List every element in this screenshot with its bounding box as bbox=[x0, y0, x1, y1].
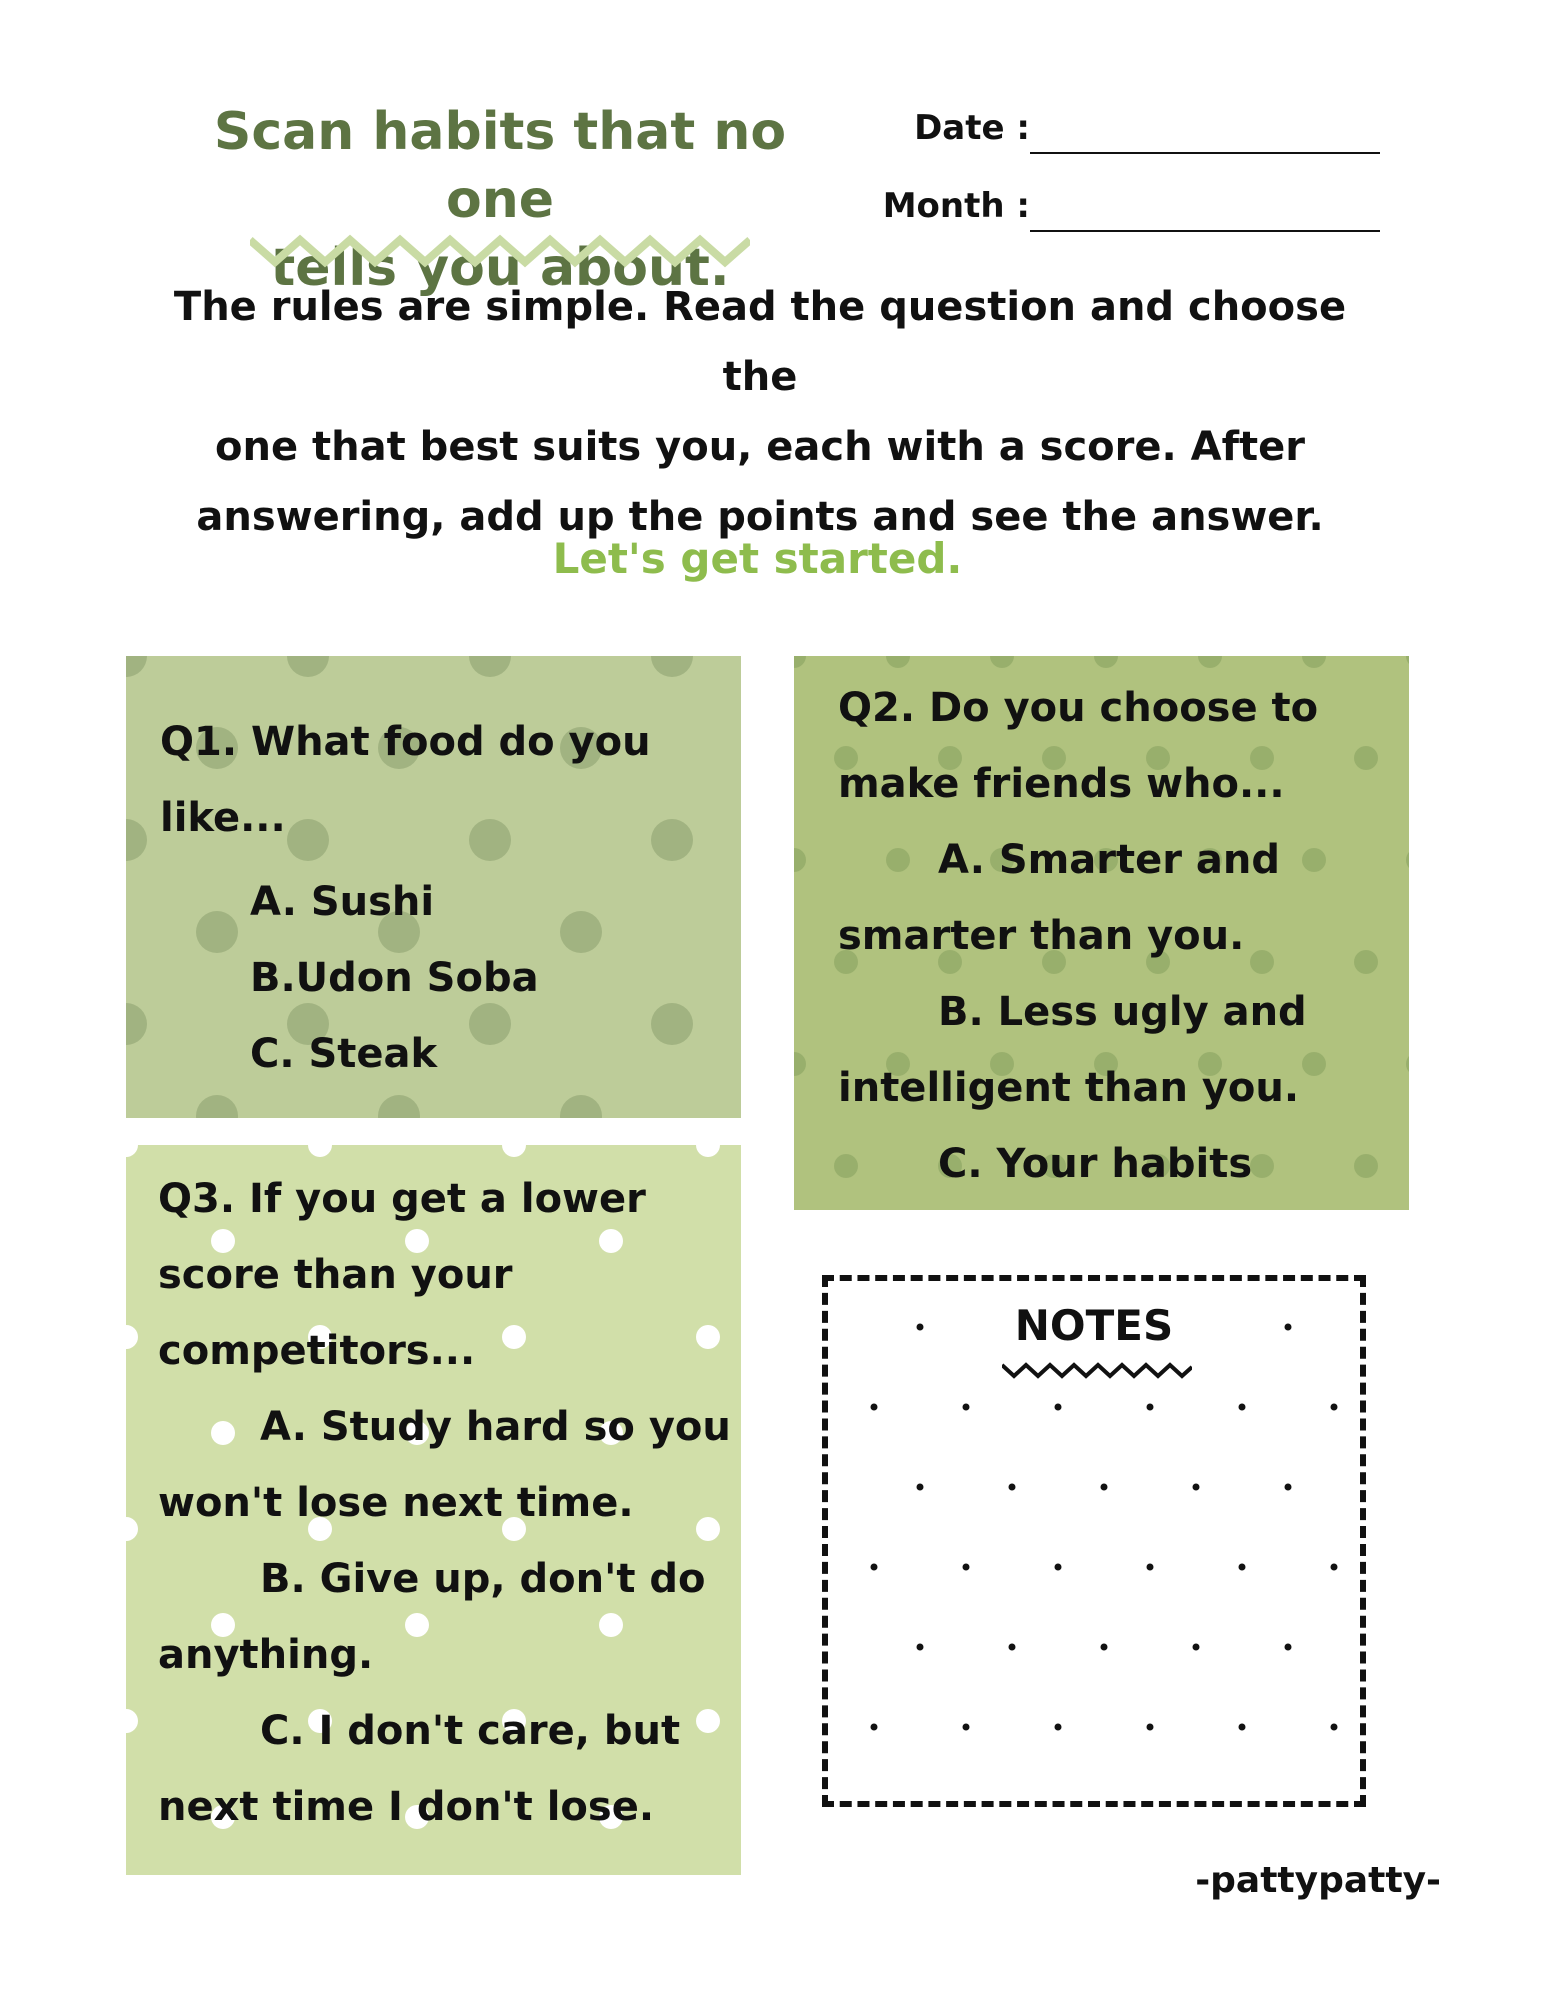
notes-dot bbox=[917, 1644, 924, 1651]
notes-dot bbox=[1101, 1644, 1108, 1651]
rules-line-1: The rules are simple. Read the question and choose the bbox=[173, 284, 1347, 400]
notes-dot bbox=[1055, 1724, 1062, 1731]
notes-dot bbox=[1009, 1644, 1016, 1651]
month-field[interactable] bbox=[880, 176, 1380, 232]
notes-dot bbox=[871, 1724, 878, 1731]
polka-dot bbox=[126, 1325, 138, 1349]
polka-dot bbox=[651, 819, 693, 861]
polka-dot bbox=[126, 819, 147, 861]
option-b[interactable]: B. Give up, don't do bbox=[260, 1556, 706, 1602]
polka-dot bbox=[502, 1145, 526, 1157]
polka-dot bbox=[126, 1517, 138, 1541]
title-line-1: Scan habits that no one bbox=[213, 102, 787, 230]
polka-dot bbox=[196, 911, 238, 953]
polka-dot bbox=[651, 656, 693, 677]
polka-dot bbox=[1198, 656, 1222, 668]
polka-dot bbox=[126, 1709, 138, 1733]
month-line bbox=[1030, 230, 1380, 232]
polka-dot bbox=[126, 1003, 147, 1045]
question-line: Q3. If you get a lower bbox=[158, 1176, 646, 1222]
notes-dot bbox=[1147, 1724, 1154, 1731]
notes-dot bbox=[1147, 1404, 1154, 1411]
notes-dot bbox=[1147, 1564, 1154, 1571]
title-zigzag-decoration bbox=[250, 232, 750, 272]
notes-dot bbox=[1239, 1724, 1246, 1731]
polka-dot bbox=[560, 1095, 602, 1118]
notes-dot bbox=[1239, 1564, 1246, 1571]
notes-title: NOTES bbox=[1014, 1301, 1174, 1350]
polka-dot bbox=[886, 656, 910, 668]
polka-dot bbox=[126, 1145, 138, 1157]
month-label: Month : bbox=[882, 186, 1030, 226]
option-a[interactable]: A. Smarter and bbox=[938, 837, 1281, 883]
question-2-text bbox=[838, 670, 1318, 1202]
notes-dot bbox=[1331, 1564, 1338, 1571]
date-label: Date : bbox=[914, 108, 1030, 148]
polka-dot bbox=[1406, 1052, 1409, 1076]
polka-dot bbox=[651, 1003, 693, 1045]
start-text: Let's get started. bbox=[552, 534, 963, 583]
option-b[interactable]: B. Less ugly and bbox=[938, 989, 1307, 1035]
question-line: like... bbox=[160, 795, 286, 841]
notes-dot bbox=[1331, 1404, 1338, 1411]
notes-dot bbox=[1055, 1564, 1062, 1571]
notes-dot bbox=[1239, 1404, 1246, 1411]
option-a[interactable]: A. Sushi bbox=[250, 879, 435, 925]
polka-dot bbox=[1406, 656, 1409, 668]
notes-dot bbox=[963, 1564, 970, 1571]
polka-dot bbox=[1354, 950, 1378, 974]
notes-zigzag-decoration bbox=[1002, 1359, 1192, 1381]
notes-dot bbox=[871, 1564, 878, 1571]
polka-dot bbox=[1354, 1154, 1378, 1178]
question-card-3 bbox=[126, 1145, 741, 1875]
question-line: Q2. Do you choose to bbox=[838, 685, 1319, 731]
option-b-continued[interactable]: intelligent than you. bbox=[838, 1065, 1300, 1111]
notes-dot bbox=[1331, 1724, 1338, 1731]
option-c-continued[interactable]: next time I don't lose. bbox=[158, 1784, 655, 1830]
polka-dot bbox=[378, 1095, 420, 1118]
notes-dot bbox=[963, 1404, 970, 1411]
option-a-continued[interactable]: won't lose next time. bbox=[158, 1480, 634, 1526]
polka-dot bbox=[126, 656, 147, 677]
polka-dot bbox=[1406, 848, 1409, 872]
date-line bbox=[1030, 152, 1380, 154]
option-a-continued[interactable]: smarter than you. bbox=[838, 913, 1245, 959]
notes-dot bbox=[1285, 1484, 1292, 1491]
notes-dot bbox=[963, 1724, 970, 1731]
notes-dot bbox=[1009, 1484, 1016, 1491]
polka-dot bbox=[560, 911, 602, 953]
polka-dot bbox=[196, 1095, 238, 1118]
question-line: score than your bbox=[158, 1252, 513, 1298]
polka-dot bbox=[469, 656, 511, 677]
polka-dot bbox=[794, 848, 806, 872]
notes-dot bbox=[1193, 1484, 1200, 1491]
option-a[interactable]: A. Study hard so you bbox=[260, 1404, 731, 1450]
option-c[interactable]: C. Steak bbox=[250, 1031, 438, 1077]
question-1-options bbox=[250, 864, 539, 1092]
polka-dot bbox=[794, 1052, 806, 1076]
question-line: competitors... bbox=[158, 1328, 476, 1374]
signature: -pattypatty- bbox=[1195, 1860, 1441, 1901]
notes-box[interactable] bbox=[822, 1275, 1366, 1807]
polka-dot bbox=[990, 656, 1014, 668]
rules-line-3: answering, add up the points and see the answer. bbox=[196, 494, 1324, 540]
rules-line-2: one that best suits you, each with a score. After bbox=[215, 424, 1305, 470]
polka-dot bbox=[1354, 746, 1378, 770]
date-field[interactable] bbox=[880, 98, 1380, 154]
notes-dot bbox=[1055, 1404, 1062, 1411]
question-1-text bbox=[160, 704, 651, 856]
question-card-1 bbox=[126, 656, 741, 1118]
option-b[interactable]: B.Udon Soba bbox=[250, 955, 539, 1001]
polka-dot bbox=[308, 1145, 332, 1157]
option-c[interactable]: C. Your habits bbox=[938, 1141, 1253, 1187]
polka-dot bbox=[1094, 656, 1118, 668]
title-line-2: tells you about. bbox=[270, 238, 730, 298]
polka-dot bbox=[1302, 656, 1326, 668]
option-b-continued[interactable]: anything. bbox=[158, 1632, 374, 1678]
rules-text bbox=[160, 272, 1360, 552]
polka-dot bbox=[287, 656, 329, 677]
notes-dot bbox=[1285, 1644, 1292, 1651]
option-c[interactable]: C. I don't care, but bbox=[260, 1708, 681, 1754]
polka-dot bbox=[696, 1145, 720, 1157]
notes-dot bbox=[1101, 1484, 1108, 1491]
notes-dot bbox=[917, 1484, 924, 1491]
polka-dot bbox=[794, 656, 806, 668]
question-card-2 bbox=[794, 656, 1409, 1210]
question-line: Q1. What food do you bbox=[160, 719, 651, 765]
notes-dot bbox=[1193, 1644, 1200, 1651]
question-line: make friends who... bbox=[838, 761, 1285, 807]
notes-dot bbox=[871, 1404, 878, 1411]
question-3-text bbox=[158, 1161, 731, 1845]
